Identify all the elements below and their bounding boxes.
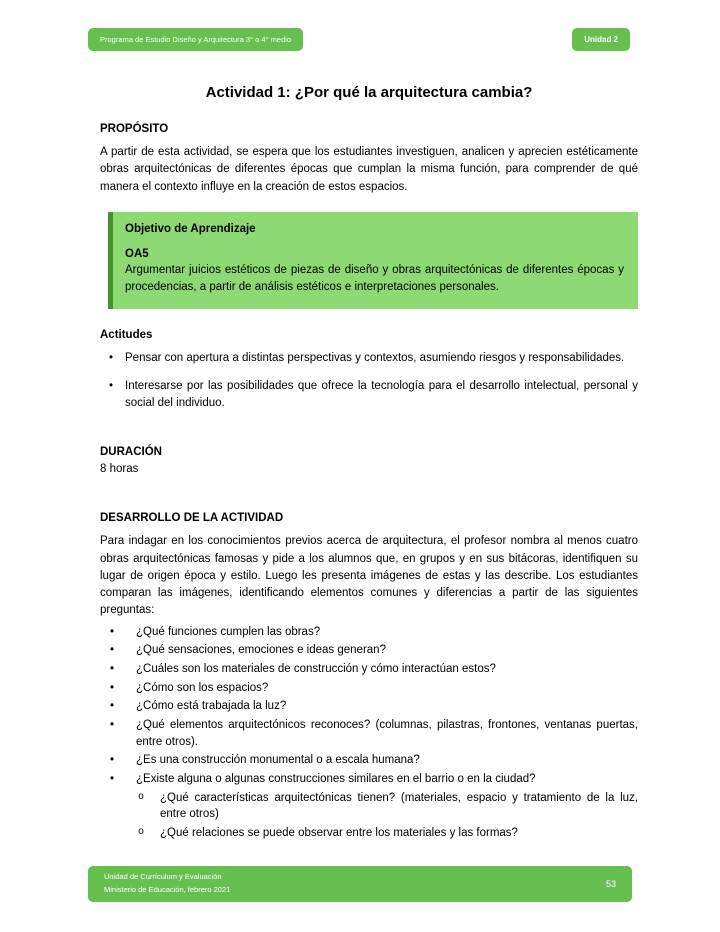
subquestion-item: o ¿Qué características arquitectónicas tienen? (materiales, espacio y tratamiento de la luz, entre otros) [138,790,638,823]
subquestion-item: o ¿Qué relaciones se puede observar entre los materiales y las formas? [138,825,638,842]
question-item: • ¿Qué sensaciones, emociones e ideas generan? [100,642,638,659]
footer-line2: Ministerio de Educación, febrero 2021 [104,885,231,894]
objetivo-heading: Objetivo de Aprendizaje [125,222,256,235]
desarrollo-intro: Para indagar en los conocimientos previos acerca de arquitectura, el profesor nombra al menos cuatro obras arquitectónicas famosas y pide a los alumnos que, en grupos y en sus bitácoras, identifiquen su lugar de origen época y estilo. Luego les presenta imágenes de estas y las describe. Los estudiantes comparan las imágenes, identificando elementos comunes y diferencias a partir de las siguientes preguntas: [100,535,638,617]
proposito-body: A partir de esta actividad, se espera que los estudiantes investiguen, analicen y aprecien estéticamente obras arquitectónicas de diferentes épocas que cumplan la misma función, para comprender de qué manera el contexto influye en la creación de estos espacios. [100,146,638,193]
actitud-item: • Pensar con apertura a distintas perspectivas y contextos, asumiendo riesgos y responsabilidades. [100,350,638,367]
duracion-value: 8 horas [100,463,139,475]
duracion-heading: DURACIÓN [100,446,162,458]
program-badge: Programa de Estudio Diseño y Arquitectura 3° o 4° medio [88,28,303,51]
footer-line1: Unidad de Currículum y Evaluación [104,872,222,882]
question-item: • ¿Es una construcción monumental o a escala humana? [100,752,638,769]
question-item [100,771,638,842]
question-item: • ¿Qué funciones cumplen las obras? [100,624,638,641]
question-item: • ¿Cómo está trabajada la luz? [100,698,638,715]
question-item: • ¿Cómo son los espacios? [100,680,638,697]
actitud-item: • Interesarse por las posibilidades que ofrece la tecnología para el desarrollo intelectual, personal y social del individuo. [100,378,638,413]
actitudes-heading: Actitudes [100,329,153,342]
objetivo-aprendizaje-box [108,212,638,310]
question-text: ¿Existe alguna o algunas construcciones similares en el barrio o en la ciudad? [136,772,536,785]
objetivo-body: Argumentar juicios estéticos de piezas de diseño y obras arquitectónicas de diferentes épocas y procedencias, a partir de análisis estéticos e interpretaciones personales. [125,263,624,293]
proposito-heading: PROPÓSITO [100,123,169,135]
question-item: • ¿Qué elementos arquitectónicos reconoces? (columnas, pilastras, frontones, ventanas puertas, entre otros). [100,717,638,750]
desarrollo-heading: DESARROLLO DE LA ACTIVIDAD [100,512,284,525]
oa-code: OA5 [125,247,149,260]
unit-badge: Unidad 2 [572,28,630,51]
footer-text [104,871,230,897]
subquestions-list [136,790,638,842]
questions-list [100,624,638,842]
question-item: • ¿Cuáles son los materiales de construcción y cómo interactúan estos? [100,661,638,678]
actitudes-list [100,350,638,412]
page-title: Actividad 1: ¿Por qué la arquitectura cambia? [205,84,533,101]
footer-bar [88,866,632,902]
page-number: 53 [605,879,616,889]
